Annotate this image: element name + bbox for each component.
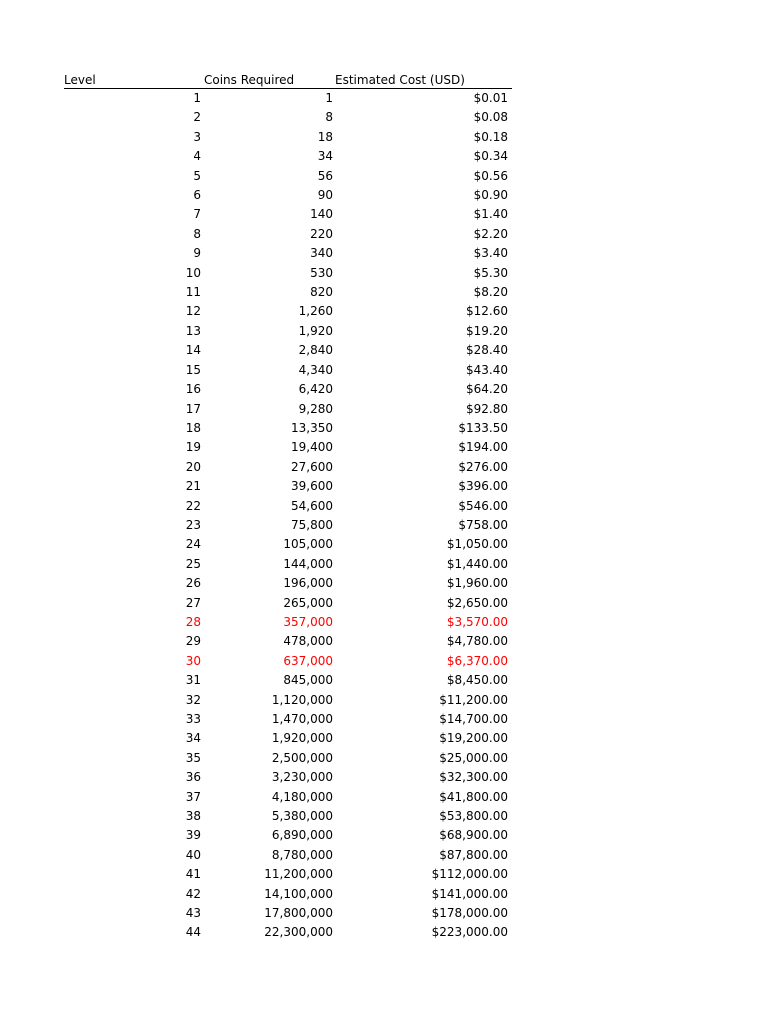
table-row (64, 729, 512, 748)
coins-cell: 265,000 (283, 595, 333, 610)
coins-cell: 196,000 (283, 576, 333, 591)
cost-cell: $178,000.00 (431, 906, 508, 921)
cost-cell: $14,700.00 (439, 712, 508, 726)
table-row (64, 477, 512, 496)
cost-cell: $28.40 (466, 343, 508, 358)
cost-cell: $8.20 (473, 285, 508, 300)
coins-cell: 56 (317, 168, 333, 183)
cost-cell: $1.40 (473, 207, 508, 222)
level-cell: 31 (185, 673, 201, 688)
header-level: Level (64, 73, 96, 87)
table-row (64, 904, 512, 923)
level-cell: 9 (193, 246, 201, 261)
table-row (64, 108, 512, 127)
level-cell: 7 (193, 207, 201, 222)
cost-cell: $1,440.00 (446, 556, 508, 571)
table-row (64, 846, 512, 865)
level-cell: 20 (185, 459, 201, 474)
coins-cell: 27,600 (291, 459, 333, 474)
table-row (64, 283, 512, 302)
table-row (64, 768, 512, 787)
cost-cell: $53,800.00 (439, 809, 508, 824)
level-cell: 38 (185, 809, 201, 824)
coins-cell: 19,400 (291, 440, 333, 455)
level-cell: 18 (185, 420, 201, 435)
level-cell: 27 (185, 595, 201, 610)
table-row (64, 205, 512, 224)
header-estimated-cost: Estimated Cost (USD) (335, 73, 465, 87)
level-cell: 10 (185, 265, 201, 280)
level-cell: 3 (193, 129, 201, 144)
level-cell: 32 (185, 692, 201, 707)
coins-cell: 22,300,000 (264, 925, 333, 940)
table-row (64, 865, 512, 884)
table-row (64, 419, 512, 438)
level-cell: 40 (185, 847, 201, 862)
table-body (64, 89, 512, 943)
coins-cell: 1 (325, 91, 333, 105)
cost-cell: $3,570.00 (446, 614, 508, 629)
level-cell: 17 (185, 401, 201, 416)
coins-cell: 11,200,000 (264, 867, 333, 882)
level-cell: 22 (185, 498, 201, 513)
coins-cell: 75,800 (291, 517, 333, 532)
cost-cell: $141,000.00 (431, 886, 508, 901)
coins-cell: 8 (325, 110, 333, 125)
coins-cell: 1,470,000 (271, 712, 333, 726)
coins-cell: 220 (310, 226, 333, 241)
cost-cell: $223,000.00 (431, 925, 508, 940)
level-cell: 28 (185, 614, 201, 629)
cost-cell: $87,800.00 (439, 847, 508, 862)
coins-cell: 105,000 (283, 537, 333, 552)
cost-cell: $546.00 (458, 498, 508, 513)
cost-cell: $133.50 (458, 420, 508, 435)
level-cell: 25 (185, 556, 201, 571)
coins-cell: 1,260 (298, 304, 333, 319)
level-cell: 29 (185, 634, 201, 649)
level-cell: 41 (185, 867, 201, 882)
cost-cell: $0.01 (473, 91, 508, 105)
table-row (64, 400, 512, 419)
table-row (64, 302, 512, 321)
table-row (64, 186, 512, 205)
cost-cell: $8,450.00 (446, 673, 508, 688)
cost-cell: $3.40 (473, 246, 508, 261)
coins-cell: 1,920 (298, 323, 333, 338)
level-cell: 12 (185, 304, 201, 319)
table-row (64, 885, 512, 904)
table-row (64, 458, 512, 477)
coins-cell: 637,000 (283, 653, 333, 668)
table-row (64, 671, 512, 690)
coins-cell: 17,800,000 (264, 906, 333, 921)
level-cell: 37 (185, 789, 201, 804)
cost-cell: $68,900.00 (439, 828, 508, 843)
table-row (64, 225, 512, 244)
coins-cell: 4,340 (298, 362, 333, 377)
level-cell: 13 (185, 323, 201, 338)
cost-cell: $1,960.00 (446, 576, 508, 591)
coins-cell: 357,000 (283, 614, 333, 629)
coins-cell: 9,280 (298, 401, 333, 416)
coins-cell: 8,780,000 (271, 847, 333, 862)
table-row (64, 652, 512, 671)
cost-cell: $0.08 (473, 110, 508, 125)
level-cell: 23 (185, 517, 201, 532)
level-cell: 42 (185, 886, 201, 901)
level-cell: 24 (185, 537, 201, 552)
cost-cell: $1,050.00 (446, 537, 508, 552)
level-cell: 16 (185, 382, 201, 397)
table-row (64, 128, 512, 147)
coins-cell: 6,890,000 (271, 828, 333, 843)
coins-cell: 1,920,000 (271, 731, 333, 746)
cost-cell: $5.30 (473, 265, 508, 280)
cost-cell: $0.18 (473, 129, 508, 144)
cost-cell: $25,000.00 (439, 750, 508, 765)
table-row (64, 749, 512, 768)
level-cell: 4 (193, 149, 201, 164)
level-cell: 5 (193, 168, 201, 183)
coins-cell: 18 (317, 129, 333, 144)
cost-cell: $276.00 (458, 459, 508, 474)
table-row (64, 264, 512, 283)
table-row (64, 516, 512, 535)
cost-cell: $92.80 (466, 401, 508, 416)
table-row (64, 147, 512, 166)
cost-cell: $12.60 (466, 304, 508, 319)
cost-cell: $112,000.00 (431, 867, 508, 882)
coins-cell: 54,600 (291, 498, 333, 513)
cost-cell: $11,200.00 (439, 692, 508, 707)
level-cell: 36 (185, 770, 201, 785)
table-row (64, 574, 512, 593)
coins-cell: 845,000 (283, 673, 333, 688)
table-row (64, 497, 512, 516)
level-cell: 15 (185, 362, 201, 377)
coins-cell: 478,000 (283, 634, 333, 649)
cost-cell: $32,300.00 (439, 770, 508, 785)
table-row (64, 361, 512, 380)
coins-cell: 14,100,000 (264, 886, 333, 901)
coins-cell: 2,840 (298, 343, 333, 358)
level-cell: 6 (193, 188, 201, 203)
table-row (64, 244, 512, 263)
level-cell: 19 (185, 440, 201, 455)
cost-cell: $396.00 (458, 479, 508, 494)
coins-cell: 6,420 (298, 382, 333, 397)
coins-cell: 530 (310, 265, 333, 280)
cost-cell: $0.90 (473, 188, 508, 203)
table-row (64, 710, 512, 729)
coins-cell: 39,600 (291, 479, 333, 494)
level-cell: 2 (193, 110, 201, 125)
coins-cell: 4,180,000 (271, 789, 333, 804)
level-cell: 1 (193, 91, 201, 105)
header-coins-required: Coins Required (204, 73, 295, 87)
level-cell: 34 (185, 731, 201, 746)
table-row (64, 322, 512, 341)
cost-cell: $64.20 (466, 382, 508, 397)
table-row (64, 613, 512, 632)
cost-cell: $0.56 (473, 168, 508, 183)
level-cell: 33 (185, 712, 201, 726)
coins-cell: 140 (310, 207, 333, 222)
table-row (64, 788, 512, 807)
level-cell: 11 (185, 285, 201, 300)
table-row (64, 594, 512, 613)
level-cell: 21 (185, 479, 201, 494)
coins-cell: 2,500,000 (271, 750, 333, 765)
table-row (64, 89, 512, 108)
coins-cell: 1,120,000 (271, 692, 333, 707)
table-row (64, 555, 512, 574)
cost-cell: $0.34 (473, 149, 508, 164)
table-row (64, 632, 512, 651)
level-cell: 14 (185, 343, 201, 358)
cost-cell: $2,650.00 (446, 595, 508, 610)
level-cell: 26 (185, 576, 201, 591)
coins-cell: 13,350 (291, 420, 333, 435)
coins-cell: 90 (317, 188, 333, 203)
table-row (64, 535, 512, 554)
level-cell: 43 (185, 906, 201, 921)
table-row (64, 380, 512, 399)
cost-cell: $19,200.00 (439, 731, 508, 746)
table-row (64, 923, 512, 942)
cost-cell: $41,800.00 (439, 789, 508, 804)
table-row (64, 826, 512, 845)
level-cell: 39 (185, 828, 201, 843)
cost-cell: $19.20 (466, 323, 508, 338)
coins-cell: 340 (310, 246, 333, 261)
coins-cell: 34 (317, 149, 333, 164)
table-row (64, 167, 512, 186)
coins-cell: 144,000 (283, 556, 333, 571)
table-header-row (64, 72, 512, 89)
cost-cell: $2.20 (473, 226, 508, 241)
level-cell: 8 (193, 226, 201, 241)
coin-level-table (64, 72, 512, 943)
table-row (64, 691, 512, 710)
table-row (64, 438, 512, 457)
table-row (64, 807, 512, 826)
cost-cell: $194.00 (458, 440, 508, 455)
cost-cell: $6,370.00 (446, 653, 508, 668)
cost-cell: $43.40 (466, 362, 508, 377)
table-row (64, 341, 512, 360)
coins-cell: 820 (310, 285, 333, 300)
level-cell: 35 (185, 750, 201, 765)
coins-cell: 3,230,000 (271, 770, 333, 785)
cost-cell: $4,780.00 (446, 634, 508, 649)
coins-cell: 5,380,000 (271, 809, 333, 824)
level-cell: 30 (185, 653, 201, 668)
level-cell: 44 (185, 925, 201, 940)
cost-cell: $758.00 (458, 517, 508, 532)
